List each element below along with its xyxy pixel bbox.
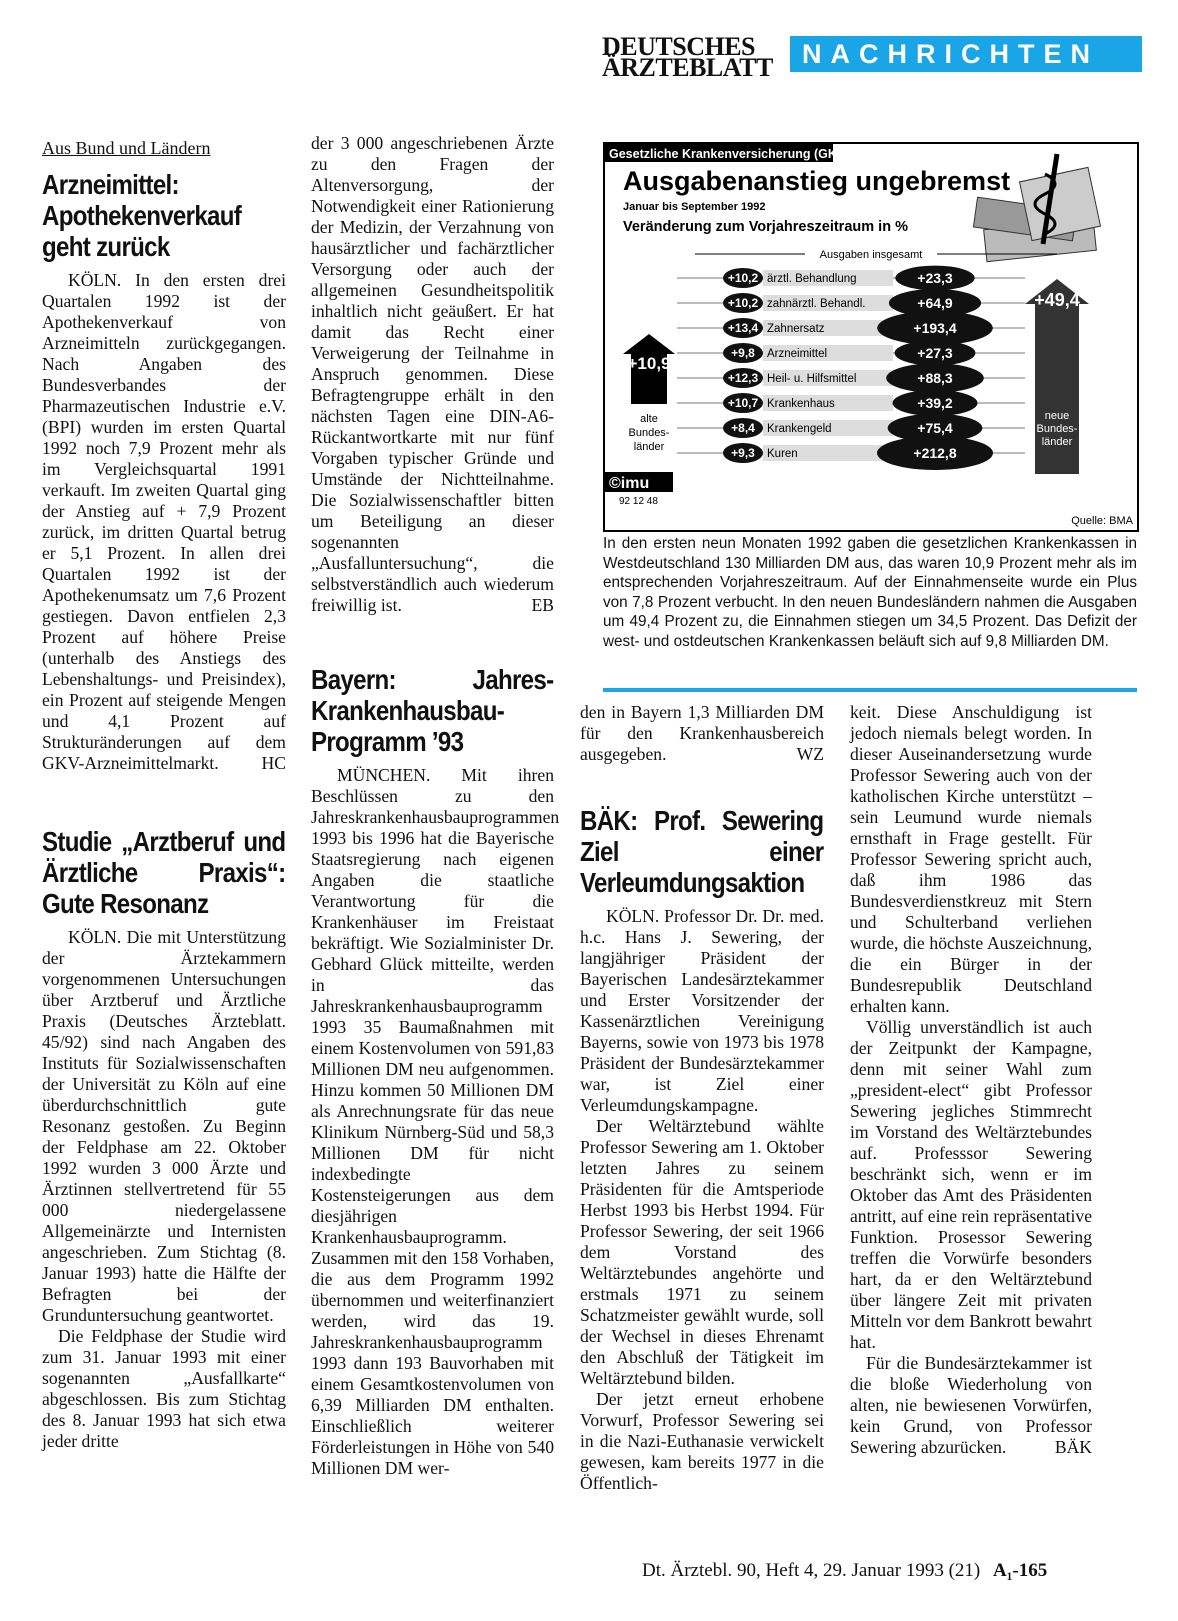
- svg-text:Bundes-: Bundes-: [1036, 423, 1078, 435]
- column-4: [850, 702, 1092, 1458]
- category-label: Krankenhaus: [767, 398, 835, 410]
- footer-citation: Dt. Ärztebl. 90, Heft 4, 29. Januar 1993 (21): [642, 1560, 981, 1581]
- chart-title: Ausgabenanstieg ungebremst: [623, 166, 1011, 196]
- east-label: neue: [1044, 410, 1070, 422]
- chart-band: Gesetzliche Krankenversicherung (GKV): [609, 147, 850, 161]
- total-label: Ausgaben insgesamt: [819, 249, 923, 261]
- chart-rows: [677, 266, 1025, 470]
- author-sig: WZ: [796, 744, 824, 764]
- category-label: Krankengeld: [767, 423, 832, 435]
- footer: [642, 1560, 1047, 1582]
- west-value-label: +10,2: [727, 271, 759, 285]
- chart-caption: In den ersten neun Monaten 1992 gaben die gesetzlichen Krankenkassen in Westdeutschland 130 Milliarden DM aus, das waren 10,9 Prozent mehr als im entsprechenden Vorjahreszeitraum. Auf der Einnahmenseite wurde ein Plus von 7,8 Prozent verbucht. In den neuen Bundesländern nahmen die Ausgaben um 49,4 Prozent zu, die Einnahmen stiegen um 34,5 Prozent. Das Defizit der west- und ostdeutschen Krankenkassen beläuft sich auf 9,8 Milliarden DM.: [603, 535, 1137, 650]
- article-paragraph: MÜNCHEN. Mit ihren Beschlüssen zu den Jahreskrankenhausbauprogrammen 1993 bis 1996 hat die Bayerische Staatsregierung nach eigenen Angaben die staatliche Verantwortung für die Krankenhäuser im Freistaat bekräftigt. Wie Sozialminister Dr. Gebhard Glück mitteilte, werden in das Jahreskrankenhausbauprogramm 1993 35 Baumaßnahmen mit einem Kostenvolumen von 591,83 Millionen DM neu aufgenommen. Hinzu kommen 50 Millionen DM als Anrechnungsrate für das neue Klinikum Nürnberg-Süd und 58,3 Millionen DM für nicht indexbedingte Kostensteigerungen aus dem diesjährigen Krankenhausbauprogramm. Zusammen mit den 158 Vorhaben, die aus dem Programm 1992 übernommen und weiterfinanziert werden, wird das 19. Jahreskrankenhausbauprogramm 1993 dann 193 Bauvorhaben mit einem Gesamtkostenvolumen von 6,39 Milliarden DM enthalten. Einschließlich weiterer Förderleistungen in Höhe von 540 Millionen DM wer-: [311, 765, 560, 1478]
- east-value-label: +212,8: [913, 445, 957, 461]
- masthead-line2: ÄRZTEBLATT: [602, 53, 773, 82]
- west-value-label: +10,7: [727, 396, 759, 410]
- blue-rule: [603, 688, 1137, 692]
- west-label: alte: [640, 413, 658, 425]
- gkv-chart: [603, 142, 1139, 532]
- headline-baek: BÄK: Prof. Sewering Ziel einer Verleumdungsaktion: [580, 805, 824, 898]
- chart-code: 92 12 48: [619, 496, 658, 507]
- author-sig: HC: [261, 753, 286, 773]
- article-paragraph: der 3 000 angeschriebenen Ärzte zu den Fragen der Altenversorgung, der Notwendigkeit einer Rationierung der Medizin, der Verzahnung von hausärztlicher und fachärztlicher Versorgung oder auch der allgemeinen Gesundheitspolitik inhaltlich nicht geäußert. Er hat damit das Recht einer Verweigerung der Teilnahme in Anspruch genommen. Diese Befragtengruppe erhält in den nächsten Tagen eine DIN-A6-Rückantwortkarte mit nur fünf Vorgaben typischer Gründe und Umstände der Nichtteilnahme. Die Sozialwissenschaftler bitten um Beteiligung an dieser sogenannten „Ausfalluntersuchung“, die selbstverständlich auch wiederum freiwillig ist. EB: [311, 133, 554, 615]
- article-paragraph: den in Bayern 1,3 Milliarden DM für den Krankenhausbereich ausgegeben. WZ: [580, 702, 824, 764]
- west-value-label: +12,3: [727, 371, 759, 385]
- west-value-label: +13,4: [727, 321, 759, 335]
- article-paragraph: Der jetzt erneut erhobene Vorwurf, Professor Sewering sei in die Nazi-Euthanasie verwickelt gewesen, kam bereits 1977 in die Öffentlich-: [580, 1389, 824, 1493]
- west-value-label: +9,3: [731, 446, 755, 460]
- kicker: Aus Bund und Ländern: [42, 138, 211, 158]
- west-value-label: +9,8: [731, 346, 755, 360]
- article-paragraph: keit. Diese Anschuldigung ist jedoch niemals belegt worden. In dieser Auseinandersetzung wurde Professor Sewering auch von der katholischen Kirche unterstützt – sein Leumund wurde niemals ernsthaft in Frage gestellt. Für Professor Sewering spricht auch, daß ihm 1986 das Bundesverdienstkreuz mit Stern und Schulterband verliehen wurde, die höchste Auszeichnung, die ein Bürger in der Bundesrepublik Deutschland erhalten kann.: [850, 702, 1092, 1016]
- east-value-label: +64,9: [917, 295, 953, 311]
- author-sig: EB: [531, 595, 554, 615]
- article-paragraph: KÖLN. Professor Dr. Dr. med. h.c. Hans J. Sewering, der langjähriger Präsident der Bayerischen Landesärztekammer und Erster Vorsitzender der Kassenärztlichen Vereinigung Bayerns, sowie von 1973 bis 1978 Präsident der Bundesärztekammer war, ist Ziel einer Verleumdungskampagne.: [580, 906, 824, 1115]
- east-value-label: +23,3: [917, 270, 953, 286]
- category-label: Arzneimittel: [767, 348, 828, 360]
- west-total: +10,9: [627, 354, 671, 373]
- masthead-line1: DEUTSCHES: [602, 32, 755, 61]
- category-label: zahnärztl. Behandl.: [767, 298, 866, 310]
- imu-credit: ©imu: [609, 475, 650, 492]
- article-paragraph: Die Feldphase der Studie wird zum 31. Januar 1993 mit einer sogenannten „Ausfallkarte“ abgeschlossen. Bis zum Stichtag des 8. Januar 1993 hat sich etwa jeder dritte: [42, 1326, 286, 1451]
- west-value-label: +10,2: [727, 296, 759, 310]
- article-paragraph: Völlig unverständlich ist auch der Zeitpunkt der Kampagne, denn mit seiner Wahl zum „president-elect“ gibt Professor Sewering jegliches Stimmrecht im Vorstand des Weltärztebundes auf. Professsor Sewering beschränkt sich, wenn er im Oktober das Amt des Präsidenten antritt, auf eine rein repräsentative Funktion. Prosessor Sewering treffen die Vorwürfe besonders hart, da er den Weltärztebund über längere Zeit mit privaten Mitteln vor dem Bankrott bewahrt hat.: [850, 1017, 1092, 1352]
- east-value-label: +39,2: [917, 395, 953, 411]
- headline-studie: Studie „Arztberuf und Ärztliche Praxis“: Gute Resonanz: [42, 826, 286, 919]
- chart-source: Quelle: BMA: [1071, 515, 1133, 527]
- category-label: Heil- u. Hilfsmittel: [767, 373, 857, 385]
- column-1: [42, 138, 286, 1452]
- chart-period: Januar bis September 1992: [623, 201, 766, 213]
- column-2: [311, 133, 560, 1479]
- svg-text:länder: länder: [633, 441, 665, 453]
- east-value-label: +88,3: [917, 370, 953, 386]
- section-band: NACHRICHTEN: [790, 36, 1142, 72]
- west-value-label: +8,4: [731, 421, 755, 435]
- article-paragraph: KÖLN. In den ersten drei Quartalen 1992 ist der Apothekenverkauf von Arzneimitteln zurückgegangen. Nach Angaben des Bundesverbandes der Pharmazeutischen Industrie e.V. (BPI) wurden im ersten Quartal 1992 noch 7,9 Prozent mehr als im Vergleichsquartal 1991 verkauft. Im zweiten Quartal ging der Anstieg auf + 7,9 Prozent zurück, im dritten Quartal betrug er 5,1 Prozent. In allen drei Quartalen 1992 ist der Apothekenumsatz um 7,6 Prozent gestiegen. Davon entfielen 2,3 Prozent auf höhere Preise (unterhalb des Anstiegs des Lebenshaltungs- und Preisindex), ein Prozent auf steigende Mengen und 4,1 Prozent auf Strukturänderungen auf dem GKV-Arzneimittelmarkt. HC: [42, 270, 286, 773]
- headline-bayern: Bayern: Jahres-Krankenhausbau-Programm ’93: [311, 664, 554, 757]
- column-3: [580, 702, 824, 1494]
- east-value-label: +27,3: [917, 345, 953, 361]
- masthead: [602, 32, 773, 82]
- east-total: +49,4: [1034, 290, 1080, 310]
- page-number: A₁-165: [992, 1560, 1048, 1581]
- author-sig: BÄK: [1054, 1437, 1092, 1457]
- article-paragraph: Der Weltärztebund wählte Professor Sewering am 1. Oktober letzten Jahres zu seinem Präsidenten für die Amtsperiode Herbst 1993 bis Herbst 1994. Für Professor Sewering, der seit 1966 dem Vorstand des Weltärztebundes angehörte und erstmals 1971 zu seinem Schatzmeister gewählt wurde, soll der Wechsel in dieses Ehrenamt den Abschluß der Tätigkeit im Weltärztebund bilden.: [580, 1116, 824, 1388]
- svg-text:länder: länder: [1041, 436, 1073, 448]
- article-paragraph: Für die Bundesärztekammer ist die bloße Wiederholung von alten, nie bewiesenen Vorwürfen, kein Grund, von Professor Sewering abzurücken. BÄK: [850, 1353, 1092, 1457]
- headline-arzneimittel: Arzneimittel: Apothekenverkauf geht zurück: [42, 169, 242, 262]
- article-paragraph: KÖLN. Die mit Unterstützung der Ärztekammern vorgenommenen Untersuchungen über Arztberuf und Ärztliche Praxis (Deutsches Ärzteblatt. 45/92) sind nach Angaben des Instituts für Sozialwissenschaften der Universität zu Köln auf eine überdurchschnittlich gute Resonanz gestoßen. Zu Beginn der Feldphase am 22. Oktober 1992 wurden 3 000 Ärzte und Ärztinnen stellvertretend für 55 000 niedergelassene Allgemeinärzte und Internisten angeschrieben. Zum Stichtag (8. Januar 1993) hatte die Hälfte der Befragten bei der Grunduntersuchung geantwortet.: [42, 927, 286, 1325]
- east-value-label: +193,4: [913, 320, 957, 336]
- category-label: ärztl. Behandlung: [767, 273, 857, 285]
- chart-svg: [605, 144, 1137, 530]
- svg-text:Bundes-: Bundes-: [628, 427, 670, 439]
- category-label: Zahnersatz: [767, 323, 825, 335]
- east-value-label: +75,4: [917, 420, 953, 436]
- category-label: Kuren: [767, 448, 798, 460]
- chart-subtitle: Veränderung zum Vorjahreszeitraum in %: [623, 219, 908, 235]
